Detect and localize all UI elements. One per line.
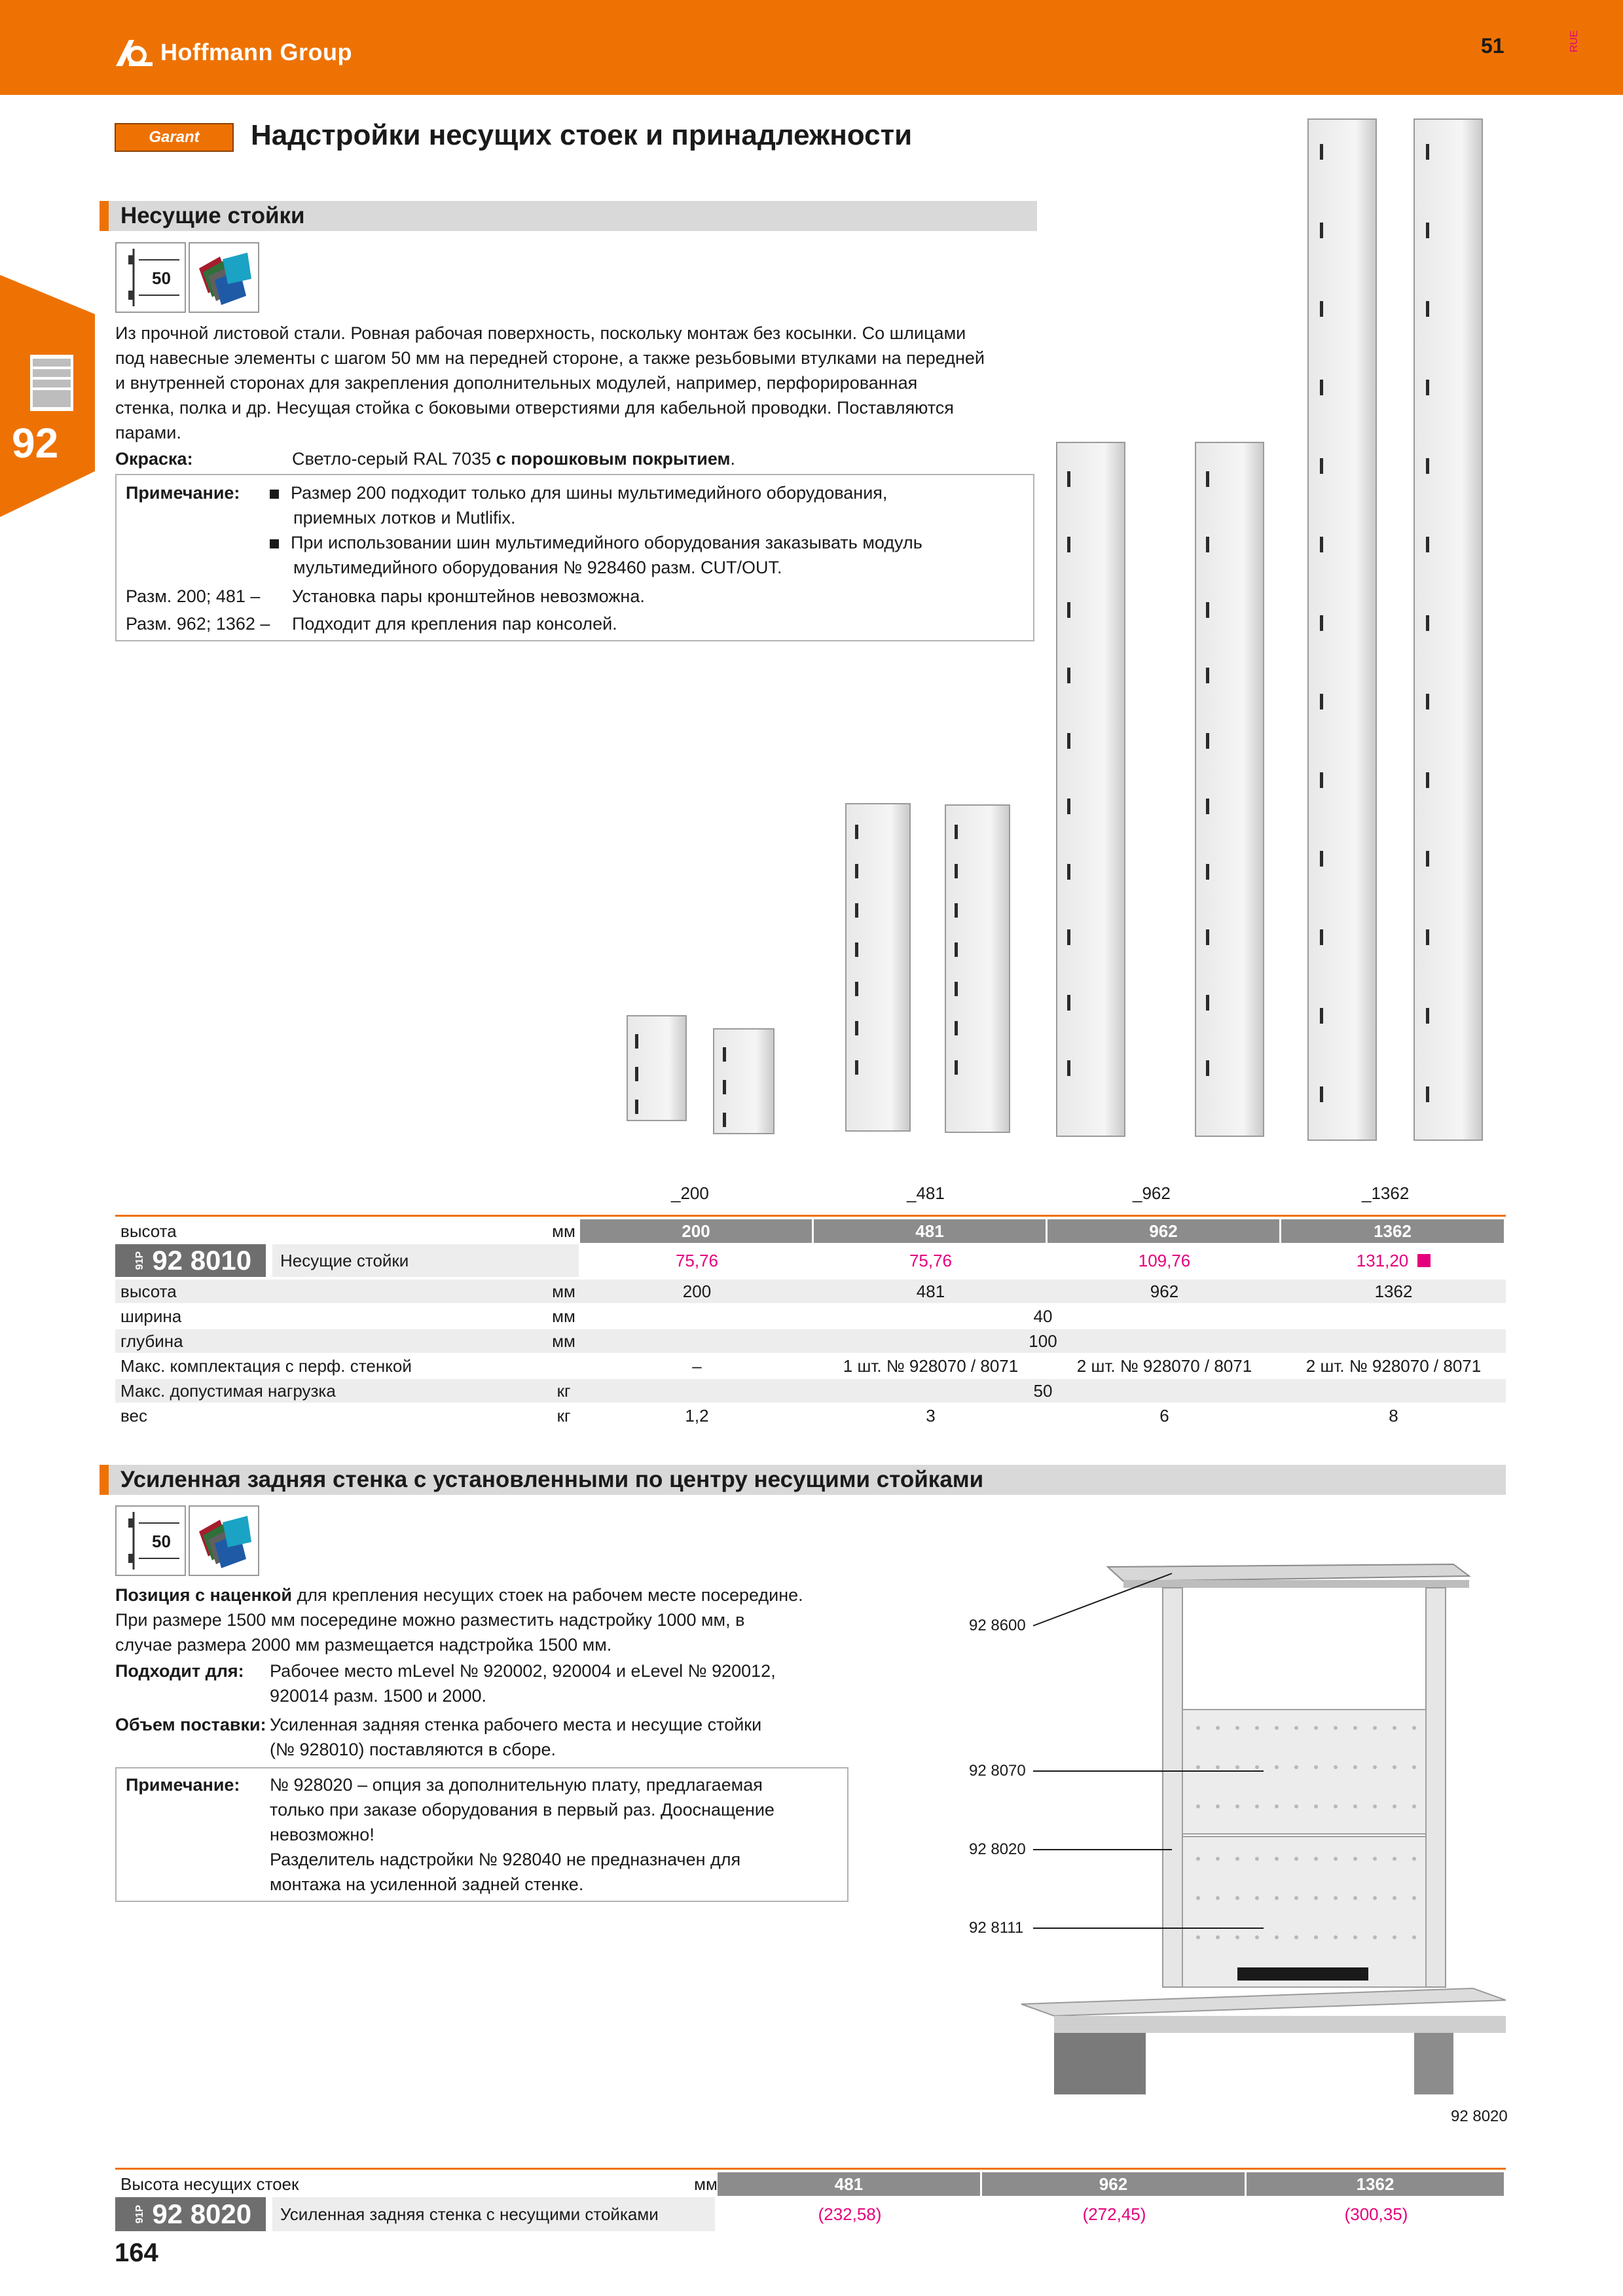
- note-label: Примечание:: [126, 483, 240, 503]
- brand-name: Hoffmann Group: [160, 39, 352, 65]
- row-label: высота: [120, 1281, 177, 1301]
- row-value: 1362: [1374, 1281, 1413, 1301]
- row-value: 2 шт. № 928070 / 8071: [1076, 1355, 1252, 1376]
- row-value: 2 шт. № 928070 / 8071: [1305, 1355, 1482, 1376]
- fits-value: Рабочее место mLevel № 920002, 920004 и eLevel № 920012, 920014 разм. 1500 и 2000.: [270, 1661, 776, 1706]
- slot-pitch-value: 50: [152, 268, 171, 288]
- paint-label: Окраска:: [115, 449, 193, 469]
- bullet-square-icon: [270, 539, 279, 548]
- table-header-row: [115, 1219, 1506, 1243]
- size-note-2-text: Подходит для крепления пар консолей.: [292, 614, 617, 634]
- post-962-pair: [1057, 442, 1264, 1136]
- page-number-top: 51: [1481, 34, 1504, 58]
- size-header: 1362: [1281, 1219, 1506, 1243]
- price-cell: 131,20: [1281, 1244, 1506, 1277]
- row-value: 100: [1029, 1331, 1057, 1351]
- callout-label: 92 8600: [969, 1617, 1026, 1634]
- row-unit: мм: [552, 1331, 575, 1351]
- callout-label: 92 8020: [969, 1840, 1026, 1858]
- row-value: 1,2: [685, 1405, 709, 1426]
- size-header: 481: [814, 1219, 1048, 1243]
- hoffmann-logo-icon: [115, 36, 154, 69]
- size-header: 1362: [1247, 2172, 1506, 2196]
- row-unit: кг: [556, 1380, 571, 1401]
- size-note-1-label: Разм. 200; 481 –: [126, 586, 261, 606]
- table-row: [115, 1379, 1506, 1403]
- description-line: под навесные элементы с шагом 50 мм на передней стороне, а также резьбовыми втулками на передней: [115, 348, 985, 368]
- note-item-1: Размер 200 подходит только для шины мультимедийного оборудования, приемных лотков и Mutlifix. При использовании шин мультимедийного оборудования заказывать модуль мультимедийного оборудования № 928460 разм. CUT/OUT.: [270, 480, 922, 580]
- row-unit: мм: [552, 1281, 575, 1301]
- price-cell: 109,76: [1138, 1250, 1191, 1270]
- article-row: [115, 1244, 1506, 1277]
- table-row: [115, 1404, 1506, 1427]
- callout-label: 92 8070: [969, 1762, 1026, 1780]
- description-line: Из прочной листовой стали. Ровная рабочая поверхность, поскольку монтаж без косынки. Со шлицами: [115, 323, 966, 343]
- article-name: Усиленная задняя стенка с несущими стойками: [272, 2197, 715, 2231]
- size-note-1-text: Установка пары кронштейнов невозможна.: [292, 586, 645, 606]
- row-value: 3: [926, 1405, 936, 1426]
- price-cell: 75,76: [675, 1250, 719, 1270]
- posts-table: [115, 1215, 1506, 1434]
- color-swatches-icon: [189, 1505, 259, 1576]
- size-header: 962: [1048, 1219, 1281, 1243]
- slot-pitch-icon: [115, 1505, 186, 1576]
- garant-badge-label: Garant: [149, 128, 200, 146]
- note-text: № 928020 – опция за дополнительную плату, предлагаемая только при заказе оборудования в первый раз. Дооснащение невозможно! Разделитель надстройки № 928040 не предназначен для монтажа на усиленной задней стенке.: [270, 1775, 775, 1894]
- article-prefix: 91P: [134, 2204, 146, 2224]
- header-unit: мм: [694, 2174, 718, 2194]
- row-value: 40: [1033, 1306, 1053, 1326]
- row-value: 481: [916, 1281, 945, 1301]
- callout-label: 92 8111: [969, 1919, 1024, 1937]
- post-label-962: _962: [1133, 1183, 1171, 1203]
- color-swatches-icon: [189, 242, 259, 313]
- description-line: и внутренней сторонах для закрепления дополнительных модулей, например, перфорированная: [115, 373, 918, 393]
- article-number-cell: [115, 2197, 266, 2231]
- post-label-481: _481: [907, 1183, 945, 1203]
- price-cell: (232,58): [818, 2204, 882, 2224]
- paint-value: Светло-серый RAL 7035 с порошковым покрытием.: [292, 449, 736, 469]
- post-label-200: _200: [671, 1183, 709, 1203]
- table-header-row: [115, 2172, 1506, 2196]
- article-number[interactable]: 92 8010: [152, 1245, 252, 1276]
- chapter-number: 92: [12, 420, 59, 467]
- brand-logo: [115, 33, 352, 72]
- article-number-cell: [115, 1244, 266, 1277]
- table-row: [115, 1280, 1506, 1303]
- bullet-square-icon: [270, 490, 279, 499]
- row-unit: кг: [556, 1405, 571, 1426]
- fits-label: Подходит для:: [115, 1661, 244, 1681]
- header-label: высота: [120, 1221, 177, 1241]
- row-value: 1 шт. № 928070 / 8071: [843, 1355, 1019, 1376]
- description-line: парами.: [115, 423, 181, 442]
- article-row: [115, 2197, 1506, 2231]
- section-heading-back-wall-text: Усиленная задняя стенка с установленными по центру несущими стойками: [120, 1467, 984, 1492]
- row-value: 50: [1033, 1380, 1053, 1401]
- section-heading-back-wall: [100, 1465, 1506, 1495]
- back-wall-table: [115, 2168, 1506, 2233]
- row-label: Макс. допустимая нагрузка: [120, 1380, 336, 1401]
- scope-label: Объем поставки:: [115, 1715, 266, 1734]
- slot-pitch-icon: [115, 242, 186, 313]
- row-value: 8: [1389, 1405, 1398, 1426]
- article-number[interactable]: 92 8020: [152, 2198, 252, 2229]
- drawer-cabinet-icon: [29, 353, 75, 412]
- image-caption: 92 8020: [1451, 2108, 1508, 2125]
- section-heading-posts-text: Несущие стойки: [120, 203, 305, 228]
- side-code: RUE: [1569, 30, 1580, 52]
- price-cell: (272,45): [1082, 2204, 1146, 2224]
- page-number-bottom: 164: [115, 2238, 158, 2267]
- new-price-marker-icon: [1417, 1254, 1431, 1267]
- size-note-2-label: Разм. 962; 1362 –: [126, 614, 270, 634]
- scope-value: Усиленная задняя стенка рабочего места и несущие стойки (№ 928010) поставляются в сборе.: [270, 1715, 762, 1759]
- row-unit: мм: [552, 1306, 575, 1326]
- size-header: 200: [580, 1219, 814, 1243]
- back-wall-description: Позиция с наценкой для крепления несущих стоек на рабочем месте посередине. При размере 1500 мм посередине можно разместить надстройку 1000 мм, в случае размера 2000 мм размещается надстройка 1500 мм.: [115, 1585, 803, 1655]
- header-label: Высота несущих стоек: [120, 2174, 299, 2194]
- table-row: [115, 1329, 1506, 1353]
- table-row: [115, 1304, 1506, 1328]
- row-label: глубина: [120, 1331, 183, 1351]
- back-wall-illustration: [956, 1558, 1506, 2094]
- size-header: 962: [982, 2172, 1247, 2196]
- row-label: ширина: [120, 1306, 182, 1326]
- post-200-pair: [627, 1016, 774, 1134]
- size-header: 481: [718, 2172, 982, 2196]
- post-1362-pair: [1308, 119, 1482, 1140]
- article-prefix: 91P: [134, 1251, 146, 1270]
- row-value: 200: [682, 1281, 712, 1301]
- table-row: [115, 1354, 1506, 1378]
- row-label: Макс. комплектация с перф. стенкой: [120, 1355, 412, 1376]
- post-label-1362: _1362: [1362, 1183, 1410, 1203]
- page-title: Надстройки несущих стоек и принадлежности: [251, 119, 913, 151]
- row-value: 962: [1150, 1281, 1179, 1301]
- article-name: Несущие стойки: [272, 1244, 579, 1277]
- price-cell: (300,35): [1344, 2204, 1408, 2224]
- row-label: вес: [120, 1405, 147, 1426]
- row-value: –: [692, 1355, 702, 1376]
- garant-badge: [115, 123, 234, 152]
- posts-illustration: [609, 105, 1486, 1178]
- price-cell: 75,76: [909, 1250, 953, 1270]
- row-value: 6: [1159, 1405, 1169, 1426]
- slot-pitch-value: 50: [152, 1532, 171, 1551]
- description-line: стенка, полка и др. Несущая стойка с боковыми отверстиями для кабельной проводки. Поставляются: [115, 398, 954, 418]
- post-481-pair: [846, 804, 1010, 1132]
- note-label: Примечание:: [126, 1775, 240, 1795]
- header-unit: мм: [552, 1221, 575, 1241]
